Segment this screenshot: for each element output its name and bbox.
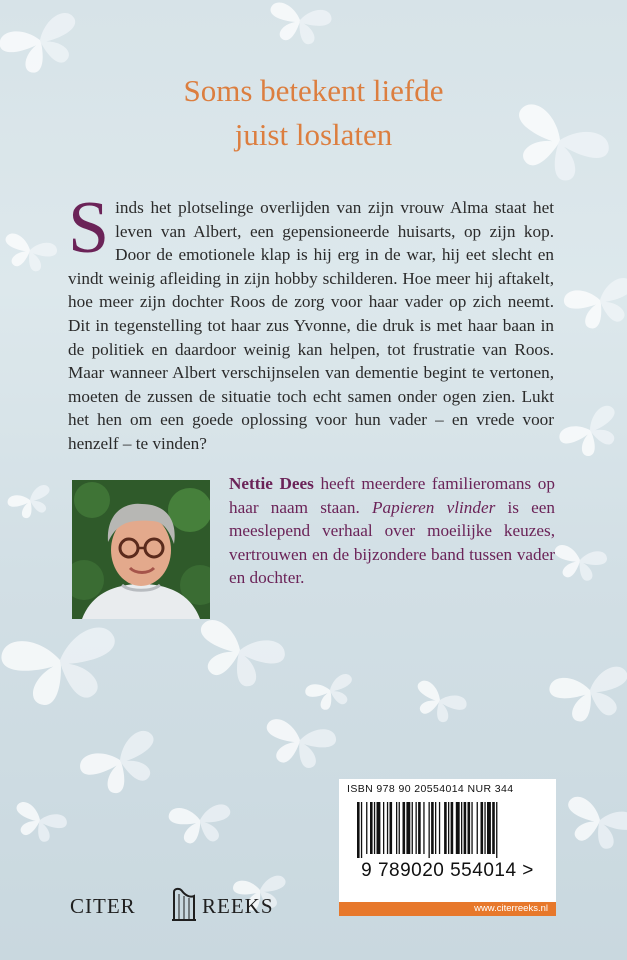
author-photo [72, 480, 210, 619]
author-name: Nettie Dees [229, 474, 314, 493]
publisher-logo [70, 886, 280, 926]
harp-icon [170, 886, 198, 922]
blurb-text: inds het plotselinge overlijden van zijn vrouw Alma staat het leven van Albert, een gepensioneerde huisarts, op zijn kop. Door de emotionele klap is hij erg in de war, hij eet slecht en vindt weinig afleiding in zijn hobby schilderen. Hoe meer hij aftakelt, hoe meer zijn dochter Roos de zorg voor haar vader op zich neemt. Dit in tegenstelling tot haar zus Yvonne, die druk is met haar baan in de politiek en daardoor weinig kan helpen, tot frustratie van Roos. Maar wanneer Albert verschijnselen van dementie begint te vertonen, moeten de zussen de situatie toch echt samen onder ogen zien. Lukt het hen om een goede oplossing voor hun vader – en vrede voor henzelf – te vinden? [68, 198, 554, 453]
drop-cap: S [68, 187, 110, 269]
publisher-word-left: CITER [70, 894, 136, 918]
author-bio [229, 472, 555, 590]
bio-text-1: heeft meerdere familieromans op haar naam staan. [229, 474, 555, 517]
bio-text-2: is een meeslepend verhaal over moeilijke keuzes, vertrouwen en de bijzondere band tussen vader en dochter. [229, 497, 555, 588]
back-cover-blurb [68, 187, 554, 456]
barcode-digits: 9 789020 554014 > [361, 860, 534, 881]
isbn-line: ISBN 978 90 20554014 NUR 344 [347, 783, 514, 795]
isbn-barcode-box [339, 779, 556, 916]
headline-line-2: juist loslaten [234, 117, 393, 152]
barcode [347, 802, 547, 858]
book-title: Papieren vlinder [372, 497, 496, 517]
headline-line-1: Soms betekent liefde [183, 73, 444, 108]
publisher-website: www.citerreeks.nl [339, 902, 556, 916]
publisher-word-right: REEKS [202, 894, 274, 918]
